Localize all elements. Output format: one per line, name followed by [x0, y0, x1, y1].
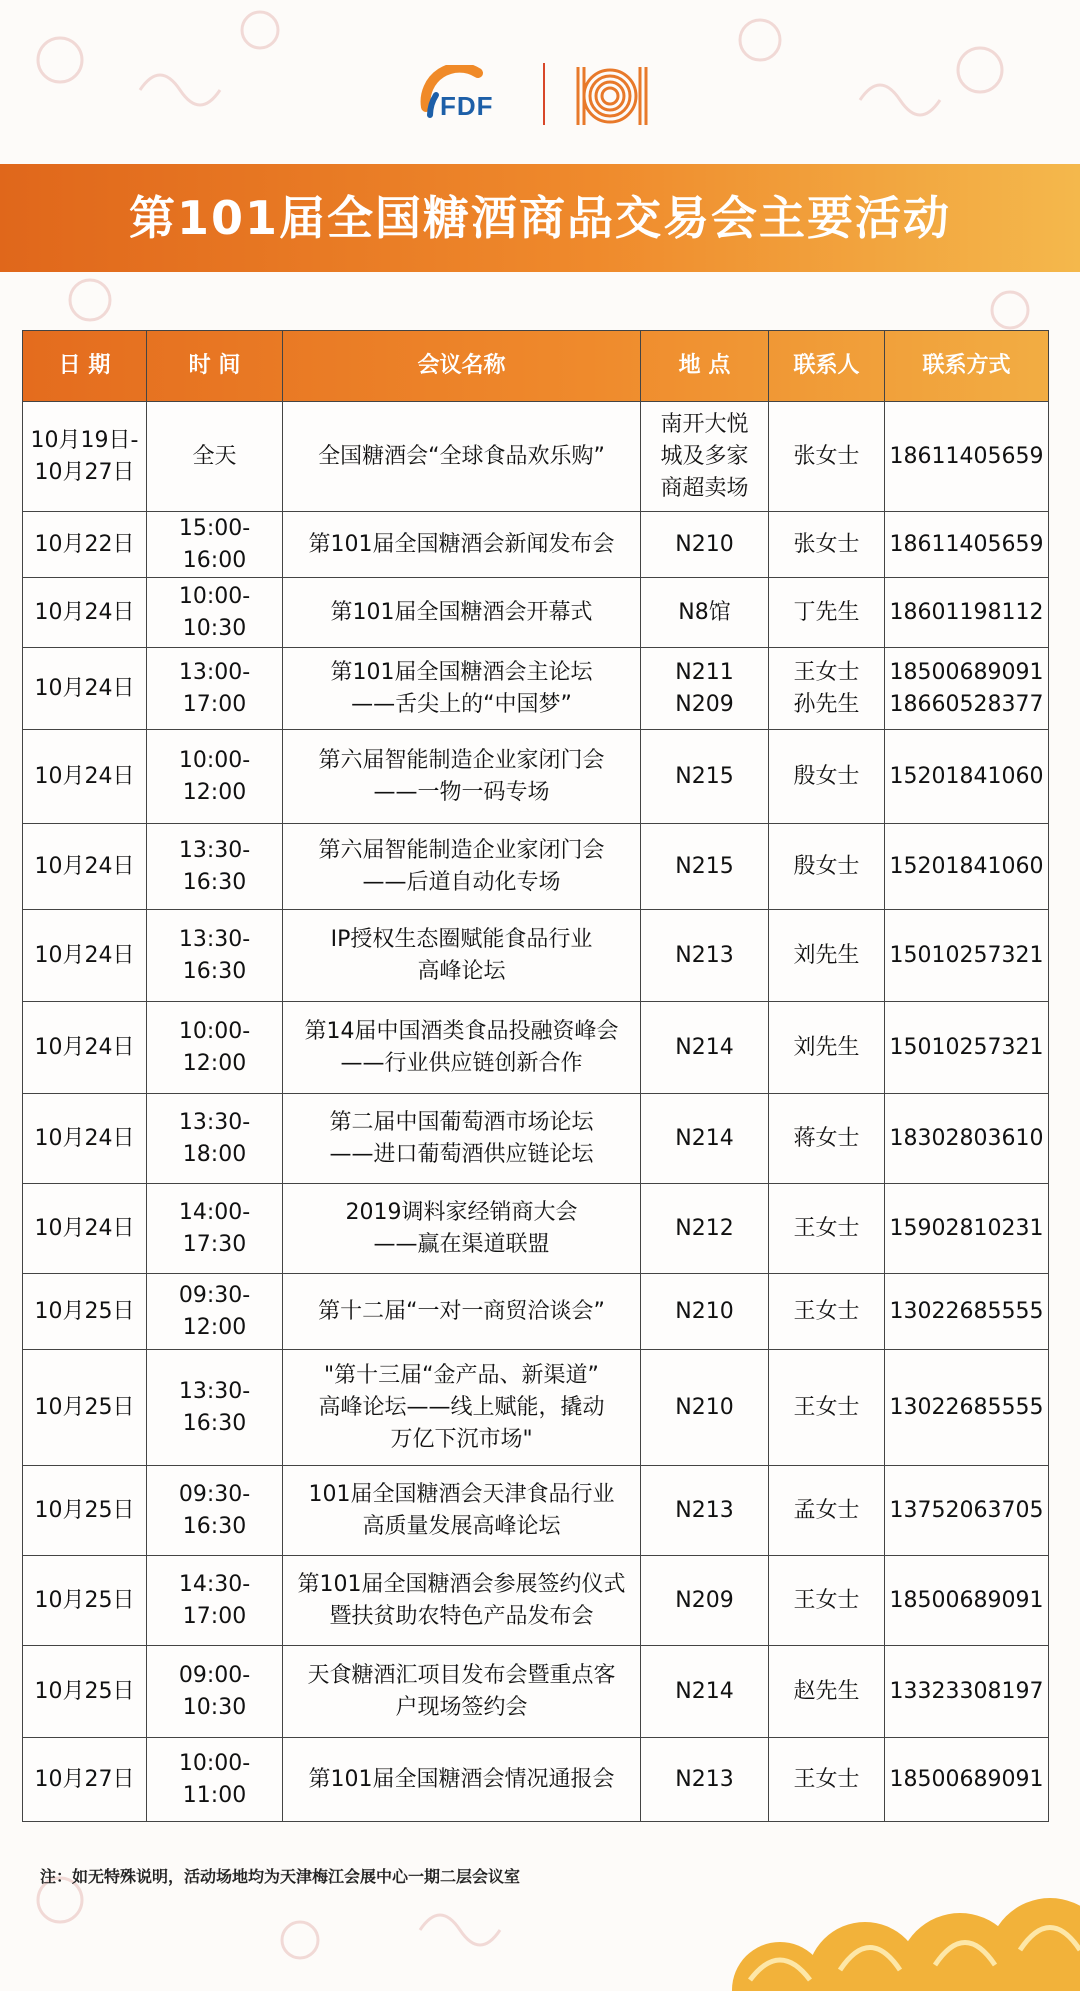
table-row [23, 1466, 1049, 1556]
phone-cell [885, 1738, 1049, 1822]
place-cell-line: N214 [675, 1125, 734, 1151]
contact-cell [769, 1002, 885, 1094]
meeting-name-cell-line: ——后道自动化专场 [362, 869, 561, 895]
place-cell [641, 578, 769, 648]
meeting-name-cell-line: 第二届中国葡萄酒市场论坛 [329, 1109, 594, 1135]
meeting-name-cell-line: 高峰论坛 [417, 958, 506, 984]
place-cell [641, 1738, 769, 1822]
place-cell-line: 南开大悦 [660, 411, 749, 437]
contact-cell [769, 824, 885, 910]
date-cell-line: 10月25日 [34, 1678, 135, 1704]
time-cell: 10:00-12:00 [147, 730, 283, 824]
date-cell [23, 1350, 147, 1466]
date-cell-line: 10月25日 [34, 1394, 135, 1420]
phone-cell-line: 13752063705 [889, 1497, 1044, 1523]
date-cell-line: 10月24日 [34, 675, 135, 701]
meeting-name-cell-line: 第101届全国糖酒会参展签约仪式 [297, 1571, 626, 1597]
place-cell [641, 1466, 769, 1556]
table-row [23, 512, 1049, 578]
date-cell-line: 10月22日 [34, 531, 135, 557]
phone-cell [885, 1556, 1049, 1646]
place-cell-line: N214 [675, 1034, 734, 1060]
contact-cell-line: 孙先生 [793, 691, 860, 717]
time-cell: 13:00-17:00 [147, 648, 283, 730]
phone-cell-line: 18611405659 [889, 443, 1044, 469]
column-header-time: 时 间 [147, 331, 283, 402]
date-cell-line: 10月24日 [34, 853, 135, 879]
place-cell [641, 648, 769, 730]
contact-cell [769, 1646, 885, 1738]
date-cell [23, 402, 147, 512]
contact-cell-line: 赵先生 [793, 1678, 860, 1704]
meeting-name-cell-line: 第六届智能制造企业家闭门会 [318, 837, 605, 863]
meeting-name-cell [283, 578, 641, 648]
contact-cell-line: 王女士 [793, 659, 860, 685]
time-cell: 09:30-16:30 [147, 1466, 283, 1556]
place-cell-line: 城及多家 [660, 443, 749, 469]
place-cell [641, 910, 769, 1002]
phone-cell-line: 13022685555 [889, 1394, 1044, 1420]
date-cell-line: 10月24日 [34, 1215, 135, 1241]
activity-schedule-table [22, 330, 1049, 1822]
time-cell: 09:30-12:00 [147, 1274, 283, 1350]
table-row [23, 578, 1049, 648]
meeting-name-cell-line: 第六届智能制造企业家闭门会 [318, 747, 605, 773]
phone-cell [885, 1094, 1049, 1184]
table-body [23, 402, 1049, 1822]
contact-cell-line: 蒋女士 [793, 1125, 860, 1151]
date-cell [23, 824, 147, 910]
footnote: 注：如无特殊说明，活动场地均为天津梅江会展中心一期二层会议室 [40, 1867, 521, 1886]
meeting-name-cell-line: 高峰论坛——线上赋能，撬动 [318, 1394, 605, 1420]
date-cell [23, 1274, 147, 1350]
meeting-name-cell-line: 第14届中国酒类食品投融资峰会 [304, 1018, 619, 1044]
phone-cell-line: 18660528377 [889, 691, 1044, 717]
phone-cell [885, 824, 1049, 910]
meeting-name-cell-line: ——赢在渠道联盟 [373, 1231, 550, 1257]
time-cell: 14:30-17:00 [147, 1556, 283, 1646]
place-cell [641, 824, 769, 910]
date-cell-line: 10月24日 [34, 1125, 135, 1151]
meeting-name-cell [283, 402, 641, 512]
time-cell: 全天 [147, 402, 283, 512]
table-row [23, 1738, 1049, 1822]
date-cell-line: 10月19日- [30, 427, 139, 453]
table-row [23, 910, 1049, 1002]
place-cell-line: N210 [675, 1394, 734, 1420]
date-cell [23, 1466, 147, 1556]
place-cell-line: N215 [675, 763, 734, 789]
meeting-name-cell [283, 1350, 641, 1466]
time-cell: 13:30-18:00 [147, 1094, 283, 1184]
time-cell: 10:00-11:00 [147, 1738, 283, 1822]
phone-cell-line: 18611405659 [889, 531, 1044, 557]
contact-cell [769, 402, 885, 512]
phone-cell-line: 15010257321 [889, 942, 1044, 968]
time-cell: 10:00-10:30 [147, 578, 283, 648]
date-cell [23, 1184, 147, 1274]
title-banner [0, 164, 1080, 272]
meeting-name-cell [283, 824, 641, 910]
meeting-name-cell [283, 1094, 641, 1184]
meeting-name-cell-line: 第101届全国糖酒会开幕式 [330, 599, 593, 625]
phone-cell-line: 18500689091 [889, 1766, 1044, 1792]
date-cell [23, 730, 147, 824]
time-cell: 09:00-10:30 [147, 1646, 283, 1738]
meeting-name-cell-line: ——进口葡萄酒供应链论坛 [329, 1141, 594, 1167]
phone-cell [885, 578, 1049, 648]
contact-cell-line: 王女士 [793, 1394, 860, 1420]
table-row [23, 1002, 1049, 1094]
date-cell [23, 512, 147, 578]
table-row [23, 1274, 1049, 1350]
meeting-name-cell-line: ——一物一码专场 [373, 779, 550, 805]
place-cell [641, 730, 769, 824]
time-cell: 13:30-16:30 [147, 824, 283, 910]
place-cell [641, 402, 769, 512]
page-title: 第101届全国糖酒商品交易会主要活动 [128, 191, 952, 245]
column-header-date: 日 期 [23, 331, 147, 402]
table-row [23, 1094, 1049, 1184]
phone-cell [885, 1466, 1049, 1556]
date-cell-line: 10月24日 [34, 1034, 135, 1060]
date-cell [23, 910, 147, 1002]
contact-cell-line: 王女士 [793, 1215, 860, 1241]
time-cell: 13:30-16:30 [147, 910, 283, 1002]
date-cell [23, 648, 147, 730]
meeting-name-cell [283, 910, 641, 1002]
time-cell: 14:00-17:30 [147, 1184, 283, 1274]
place-cell [641, 1556, 769, 1646]
contact-cell-line: 张女士 [793, 443, 860, 469]
contact-cell [769, 512, 885, 578]
anniversary-101-logo-icon [570, 59, 650, 131]
date-cell-line: 10月24日 [34, 599, 135, 625]
contact-cell-line: 刘先生 [793, 942, 860, 968]
meeting-name-cell [283, 1646, 641, 1738]
phone-cell [885, 1002, 1049, 1094]
fdf-logo-text: FDF [440, 91, 494, 121]
meeting-name-cell-line: ——舌尖上的“中国梦” [351, 691, 572, 717]
phone-cell-line: 13022685555 [889, 1298, 1044, 1324]
contact-cell [769, 648, 885, 730]
meeting-name-cell-line: 高质量发展高峰论坛 [362, 1513, 561, 1539]
phone-cell [885, 910, 1049, 1002]
place-cell-line: N211 [675, 659, 734, 685]
contact-cell-line: 丁先生 [793, 599, 860, 625]
date-cell-line: 10月27日 [34, 1766, 135, 1792]
column-header-place: 地 点 [641, 331, 769, 402]
meeting-name-cell [283, 512, 641, 578]
table-row [23, 1184, 1049, 1274]
column-header-contact: 联系人 [769, 331, 885, 402]
meeting-name-cell [283, 730, 641, 824]
table-header-row [23, 331, 1049, 402]
meeting-name-cell-line: 第101届全国糖酒会情况通报会 [308, 1766, 615, 1792]
meeting-name-cell [283, 1556, 641, 1646]
place-cell [641, 1184, 769, 1274]
date-cell-line: 10月24日 [34, 763, 135, 789]
phone-cell [885, 1350, 1049, 1466]
contact-cell-line: 殷女士 [793, 853, 860, 879]
meeting-name-cell-line: 暨扶贫助农特色产品发布会 [329, 1603, 594, 1629]
contact-cell [769, 1556, 885, 1646]
place-cell-line: 商超卖场 [660, 475, 749, 501]
meeting-name-cell-line: 第101届全国糖酒会新闻发布会 [308, 531, 615, 557]
meeting-name-cell-line: IP授权生态圈赋能食品行业 [330, 926, 593, 952]
place-cell [641, 1094, 769, 1184]
phone-cell-line: 15010257321 [889, 1034, 1044, 1060]
phone-cell-line: 15201841060 [889, 763, 1044, 789]
place-cell [641, 1646, 769, 1738]
phone-cell-line: 18500689091 [889, 1587, 1044, 1613]
contact-cell-line: 王女士 [793, 1298, 860, 1324]
contact-cell-line: 王女士 [793, 1766, 860, 1792]
place-cell-line: N213 [675, 1497, 734, 1523]
meeting-name-cell [283, 1738, 641, 1822]
place-cell-line: N209 [675, 691, 734, 717]
date-cell [23, 1646, 147, 1738]
place-cell [641, 1274, 769, 1350]
contact-cell-line: 殷女士 [793, 763, 860, 789]
time-cell: 15:00-16:00 [147, 512, 283, 578]
meeting-name-cell-line: 万亿下沉市场" [390, 1426, 533, 1452]
contact-cell-line: 王女士 [793, 1587, 860, 1613]
place-cell-line: N210 [675, 531, 734, 557]
date-cell [23, 1556, 147, 1646]
date-cell [23, 578, 147, 648]
place-cell-line: N210 [675, 1298, 734, 1324]
table-row [23, 402, 1049, 512]
date-cell-line: 10月25日 [34, 1298, 135, 1324]
phone-cell [885, 1646, 1049, 1738]
column-header-meeting-name: 会议名称 [283, 331, 641, 402]
meeting-name-cell-line: 第十二届“一对一商贸洽谈会” [318, 1298, 605, 1324]
place-cell-line: N213 [675, 942, 734, 968]
phone-cell [885, 512, 1049, 578]
place-cell-line: N209 [675, 1587, 734, 1613]
meeting-name-cell-line: 101届全国糖酒会天津食品行业 [308, 1481, 615, 1507]
contact-cell [769, 1184, 885, 1274]
contact-cell [769, 1094, 885, 1184]
meeting-name-cell-line: "第十三届“金产品、新渠道” [324, 1362, 599, 1388]
place-cell [641, 1350, 769, 1466]
contact-cell [769, 1466, 885, 1556]
phone-cell [885, 730, 1049, 824]
date-cell-line: 10月25日 [34, 1587, 135, 1613]
phone-cell [885, 648, 1049, 730]
phone-cell [885, 1274, 1049, 1350]
time-cell: 13:30-16:30 [147, 1350, 283, 1466]
date-cell [23, 1738, 147, 1822]
phone-cell [885, 402, 1049, 512]
meeting-name-cell-line: 户现场签约会 [395, 1694, 528, 1720]
phone-cell-line: 18500689091 [889, 659, 1044, 685]
table-row [23, 1556, 1049, 1646]
contact-cell [769, 730, 885, 824]
date-cell [23, 1094, 147, 1184]
contact-cell [769, 578, 885, 648]
meeting-name-cell [283, 1466, 641, 1556]
table-row [23, 1350, 1049, 1466]
date-cell-line: 10月27日 [34, 459, 135, 485]
place-cell-line: N213 [675, 1766, 734, 1792]
time-cell: 10:00-12:00 [147, 1002, 283, 1094]
contact-cell [769, 1274, 885, 1350]
date-cell-line: 10月25日 [34, 1497, 135, 1523]
meeting-name-cell-line: 2019调料家经销商大会 [345, 1199, 578, 1225]
contact-cell [769, 1350, 885, 1466]
column-header-phone: 联系方式 [885, 331, 1049, 402]
phone-cell [885, 1184, 1049, 1274]
place-cell-line: N215 [675, 853, 734, 879]
place-cell-line: N214 [675, 1678, 734, 1704]
place-cell-line: N8馆 [678, 599, 731, 625]
meeting-name-cell [283, 1002, 641, 1094]
meeting-name-cell [283, 1274, 641, 1350]
table-row [23, 1646, 1049, 1738]
meeting-name-cell-line: ——行业供应链创新合作 [340, 1050, 583, 1076]
contact-cell [769, 910, 885, 1002]
place-cell [641, 1002, 769, 1094]
meeting-name-cell [283, 648, 641, 730]
date-cell-line: 10月24日 [34, 942, 135, 968]
place-cell [641, 512, 769, 578]
logo-divider [543, 63, 545, 125]
phone-cell-line: 15902810231 [889, 1215, 1044, 1241]
phone-cell-line: 15201841060 [889, 853, 1044, 879]
date-cell [23, 1002, 147, 1094]
meeting-name-cell-line: 天食糖酒汇项目发布会暨重点客 [307, 1662, 616, 1688]
contact-cell-line: 孟女士 [793, 1497, 860, 1523]
auspicious-cloud-decoration-icon [690, 1880, 1080, 1991]
logo-area [0, 55, 1080, 135]
table-row [23, 824, 1049, 910]
contact-cell-line: 刘先生 [793, 1034, 860, 1060]
phone-cell-line: 18601198112 [889, 599, 1044, 625]
phone-cell-line: 13323308197 [889, 1678, 1044, 1704]
meeting-name-cell-line: 第101届全国糖酒会主论坛 [330, 659, 593, 685]
place-cell-line: N212 [675, 1215, 734, 1241]
contact-cell-line: 张女士 [793, 531, 860, 557]
table-row [23, 648, 1049, 730]
meeting-name-cell [283, 1184, 641, 1274]
table-row [23, 730, 1049, 824]
phone-cell-line: 18302803610 [889, 1125, 1044, 1151]
meeting-name-cell-line: 全国糖酒会“全球食品欢乐购” [318, 443, 605, 469]
contact-cell [769, 1738, 885, 1822]
